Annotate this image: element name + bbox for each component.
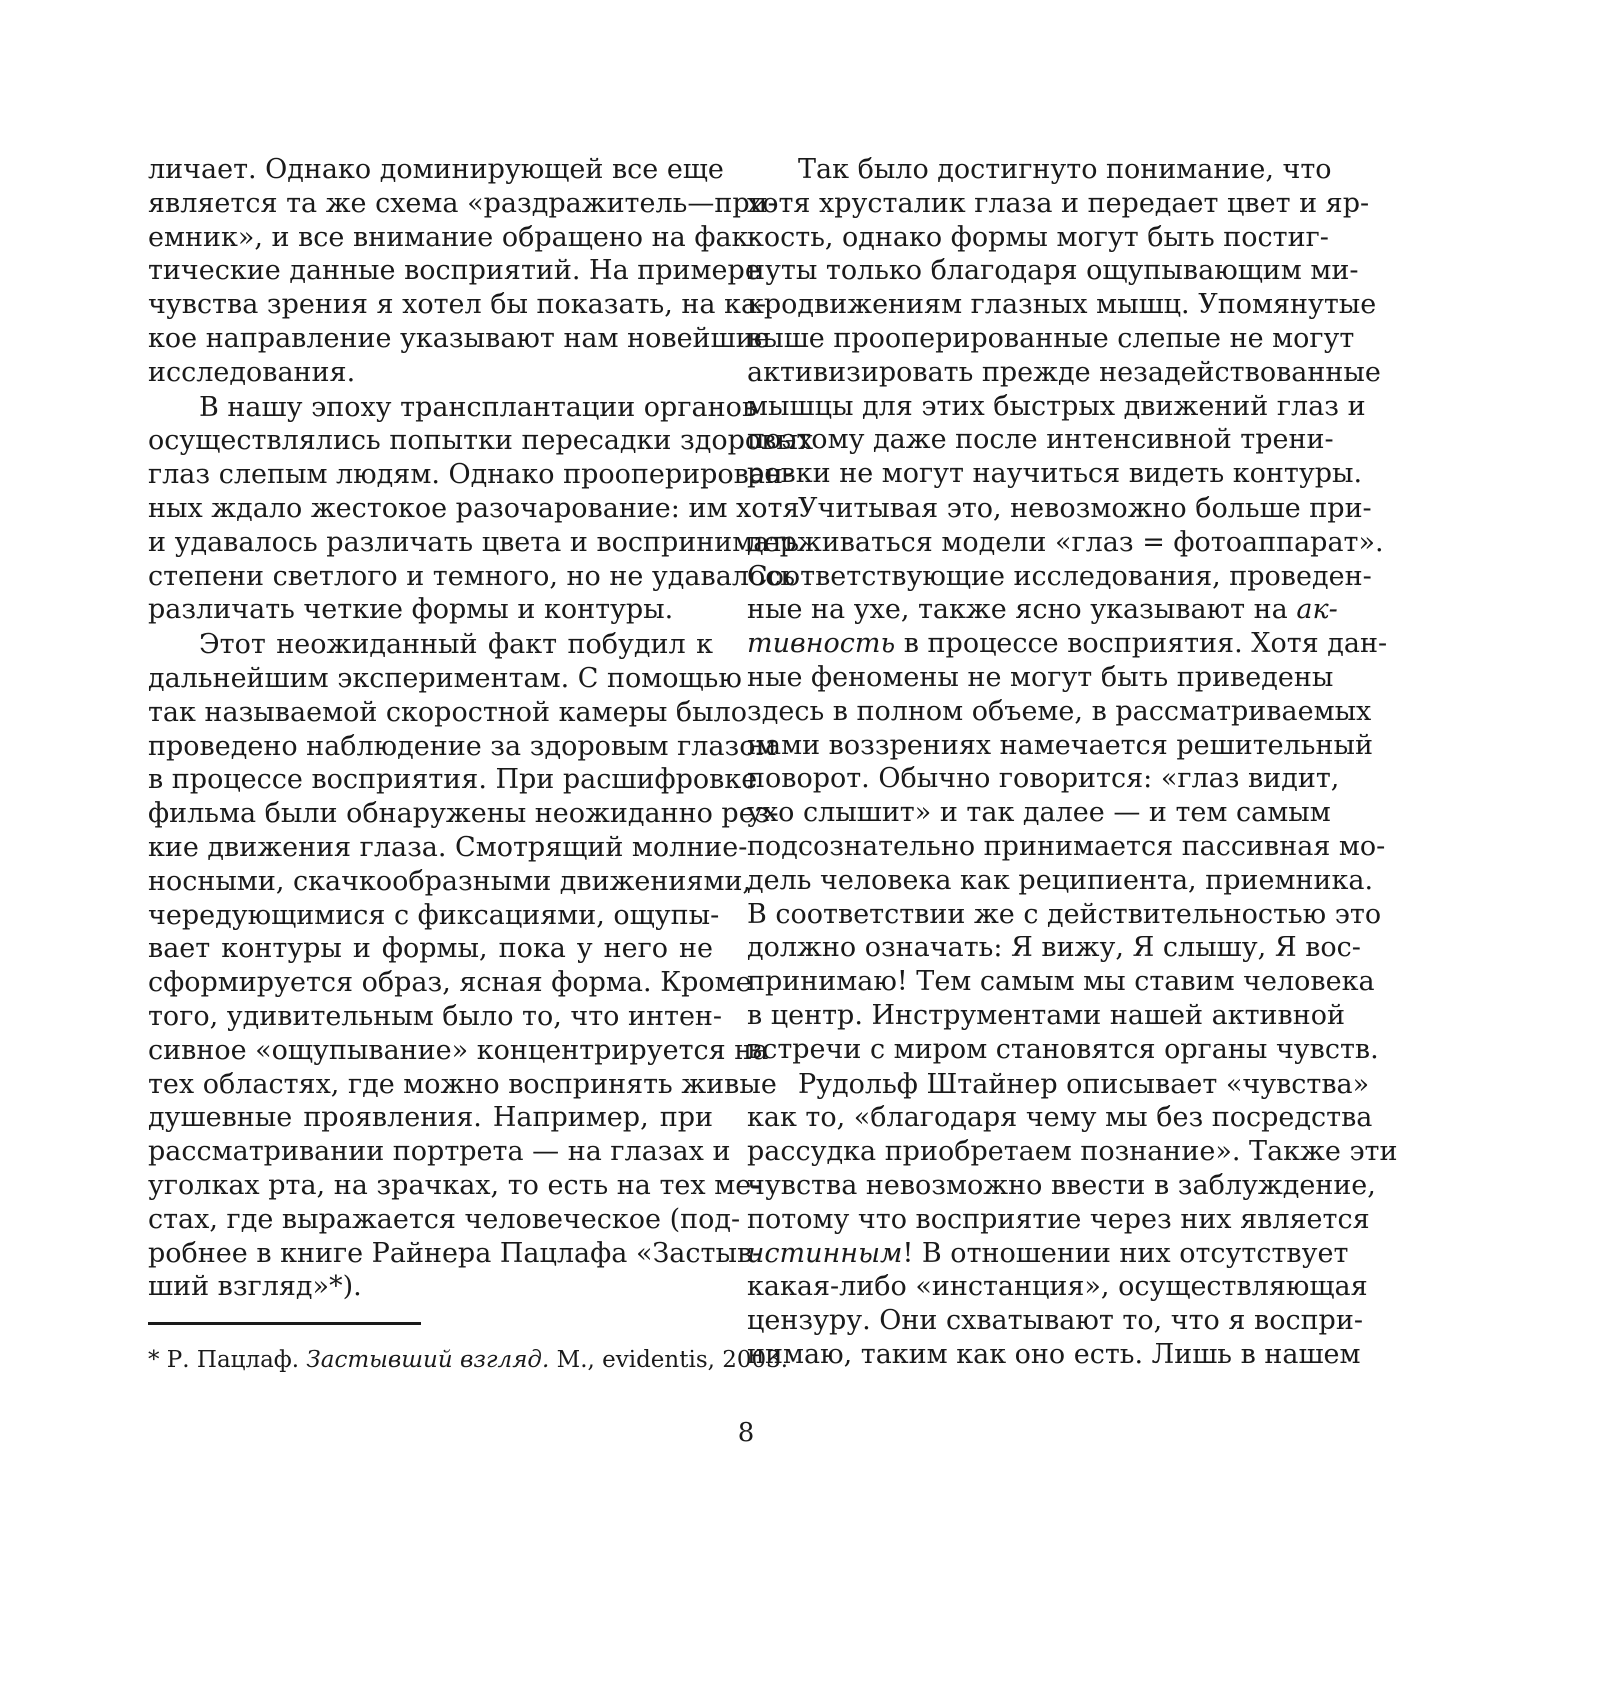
text-line: в центр. Инструментами нашей активной: [747, 999, 1345, 1031]
text-line: различать четкие формы и контуры.: [148, 594, 674, 626]
text-line: В соответствии же с действительностью это: [747, 898, 1382, 930]
text-line: ные феномены не могут быть приведены: [747, 661, 1334, 693]
text-line: поэтому даже после интенсивной трени-: [747, 424, 1334, 456]
text-line: активизировать прежде незадействованные: [747, 356, 1381, 388]
text-line: степени светлого и темного, но не удавалось: [148, 560, 796, 592]
text-line: сформируется образ, ясная форма. Кроме: [148, 967, 752, 999]
text-line: так называемой скоростной камеры было: [148, 696, 748, 728]
text-line: того, удивительным было то, что интен-: [148, 1000, 723, 1032]
footnote-rule: [148, 1322, 421, 1325]
text-line: исследования.: [148, 356, 356, 388]
text-line: [747, 1237, 1349, 1271]
text-run: в процессе восприятия. Хотя дан-: [895, 628, 1388, 660]
text-line: кродвижениям глазных мышц. Упомянутые: [747, 289, 1377, 321]
text-line: в процессе восприятия. При расшифровке: [148, 764, 758, 796]
text-line: носными, скачкообразными движениями,: [148, 865, 752, 897]
footnote-publication: М., evidentis, 2003.: [549, 1347, 789, 1373]
text-line: фильма были обнаружены неожиданно рез-: [148, 798, 779, 830]
text-line: ровки не могут научиться видеть контуры.: [747, 458, 1363, 490]
text-line: сивное «ощупывание» концентрируется на: [148, 1034, 769, 1066]
text-line: ухо слышит» и так далее — и тем самым: [747, 797, 1331, 829]
left-column: [148, 153, 814, 1304]
text-line: нимаю, таким как оно есть. Лишь в нашем: [747, 1338, 1361, 1370]
text-line: выше прооперированные слепые не могут: [747, 322, 1355, 354]
text-line: уголках рта, на зрачках, то есть на тех ме-: [148, 1169, 761, 1201]
text-line: чередующимися с фиксациями, ощупы-: [148, 899, 720, 931]
text-line: тические данные восприятий. На примере: [148, 255, 761, 287]
text-line: личает. Однако доминирующей все еще: [148, 154, 724, 185]
text-run: ные на ухе, также ясно указывают на: [747, 594, 1297, 626]
italic-run: истинным: [747, 1237, 903, 1269]
text-run: ! В отношении них отсутствует: [902, 1237, 1349, 1269]
right-column: [747, 153, 1398, 1372]
text-line: тех областях, где можно воспринять живые: [148, 1068, 777, 1100]
text-line: здесь в полном объеме, в рассматриваемых: [747, 695, 1372, 727]
text-line: является та же схема «раздражитель—при-: [148, 187, 777, 219]
text-line: должно означать: Я вижу, Я слышу, Я вос-: [747, 932, 1361, 964]
footnote-author: Р. Пацлаф.: [159, 1347, 307, 1373]
text-line: Соответствующие исследования, проведен-: [747, 560, 1372, 592]
text-line: дальнейшим экспериментам. С помощью: [148, 662, 742, 694]
text-line: кое направление указывают нам новейшие: [148, 322, 770, 354]
text-line: встречи с миром становятся органы чувств.: [747, 1033, 1379, 1065]
text-line: рассудка приобретаем познание». Также эти: [747, 1136, 1398, 1168]
text-line: Учитывая это, невозможно больше при-: [798, 492, 1372, 524]
text-line: робнее в книге Райнера Пацлафа «Застыв-: [148, 1237, 762, 1269]
text-line: потому что восприятие через них является: [747, 1203, 1370, 1235]
text-line: ший взгляд»*).: [148, 1271, 362, 1303]
text-line: и удавалось различать цвета и воспринимать: [148, 526, 800, 558]
text-line: чувства невозможно ввести в заблуждение,: [747, 1169, 1376, 1201]
text-line: цензуру. Они схватывают то, что я воспри-: [747, 1305, 1363, 1337]
text-line: Рудольф Штайнер описывает «чувства»: [798, 1068, 1370, 1100]
text-line: какая-либо «инстанция», осуществляющая: [747, 1271, 1368, 1303]
text-line: принимаю! Тем самым мы ставим человека: [747, 966, 1375, 998]
text-line: стах, где выражается человеческое (под-: [148, 1203, 741, 1235]
text-line: кость, однако формы могут быть постиг-: [747, 221, 1329, 253]
footnote-marker: *: [148, 1347, 160, 1373]
text-line: емник», и все внимание обращено на фак-: [148, 221, 758, 253]
text-line: душевные проявления. Например, при: [148, 1102, 713, 1134]
page-number: 8: [737, 1418, 755, 1448]
text-line: нуты только благодаря ощупывающим ми-: [747, 255, 1359, 287]
text-line: мышцы для этих быстрых движений глаз и: [747, 390, 1366, 422]
text-line: ных ждало жестокое разочарование: им хотя: [148, 492, 800, 524]
text-line: подсознательно принимается пассивная мо-: [747, 830, 1386, 862]
italic-run: тивность: [747, 628, 896, 660]
text-line: глаз слепым людям. Однако прооперирован-: [148, 459, 793, 491]
text-line: Этот неожиданный факт побудил к: [199, 629, 713, 661]
text-line: хотя хрусталик глаза и передает цвет и яр-: [747, 187, 1370, 219]
text-line: дель человека как реципиента, приемника.: [747, 864, 1374, 896]
text-line: осуществлялись попытки пересадки здоровых: [148, 425, 814, 457]
text-line: держиваться модели «глаз = фотоаппарат».: [747, 526, 1384, 558]
footnote: [148, 1345, 789, 1375]
text-line: рассматривании портрета — на глазах и: [148, 1136, 731, 1168]
text-line: чувства зрения я хотел бы показать, на ка-: [148, 289, 767, 321]
text-line: как то, «благодаря чему мы без посредства: [747, 1102, 1373, 1134]
italic-run: ак-: [1296, 594, 1338, 626]
text-line: нами воззрениях намечается решительный: [747, 729, 1373, 761]
text-line: поворот. Обычно говорится: «глаз видит,: [747, 763, 1340, 795]
text-line: проведено наблюдение за здоровым глазом: [148, 730, 777, 762]
text-line: [747, 627, 1388, 661]
text-line: вает контуры и формы, пока у него не: [148, 933, 713, 965]
text-line: [747, 593, 1338, 627]
text-line: кие движения глаза. Смотрящий молние-: [148, 831, 748, 863]
text-line: Так было достигнуто понимание, что: [798, 154, 1332, 185]
text-line: В нашу эпоху трансплантации органов: [199, 391, 758, 423]
footnote-title: Застывший взгляд.: [306, 1347, 550, 1373]
